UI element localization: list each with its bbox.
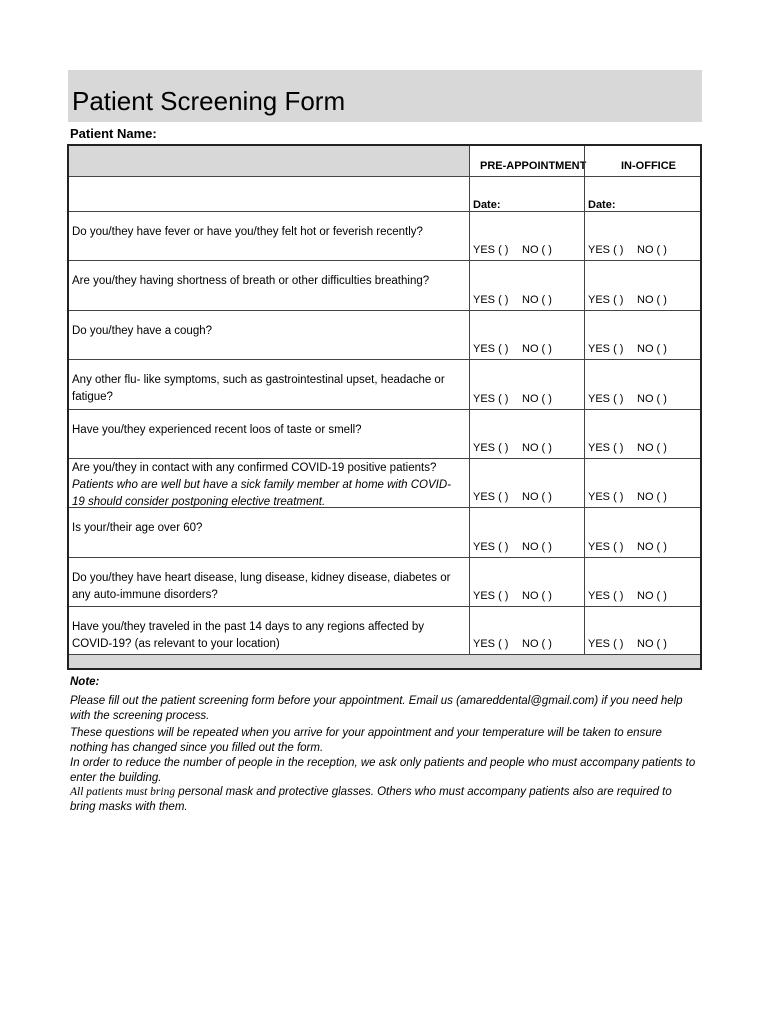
office-yes-option[interactable]: YES ( ) [588, 343, 624, 355]
office-no-option[interactable]: NO ( ) [637, 491, 667, 503]
question-main-text: Have you/they traveled in the past 14 days to any regions affected by COVID-19? (as relevant to your location) [72, 621, 425, 650]
patient-name-label: Patient Name: [70, 126, 157, 141]
office-no-option[interactable]: NO ( ) [637, 638, 667, 650]
office-answer-cell [584, 360, 701, 409]
question-text [72, 460, 462, 511]
header-pre-cell [469, 146, 585, 176]
footer-row [69, 655, 700, 668]
question-main-text: Do you/they have heart disease, lung disease, kidney disease, diabetes or any auto-immune disorders? [72, 572, 451, 601]
pre-yes-option[interactable]: YES ( ) [473, 638, 509, 650]
note-title: Note: [70, 676, 100, 688]
office-answer-cell [584, 558, 701, 606]
question-row [69, 261, 700, 311]
pre-no-option[interactable]: NO ( ) [522, 244, 552, 256]
question-text [72, 372, 462, 406]
office-yes-option[interactable]: YES ( ) [588, 393, 624, 405]
pre-answer-cell [469, 508, 585, 557]
office-no-option[interactable]: NO ( ) [637, 442, 667, 454]
note-paragraph-1: Please fill out the patient screening form before your appointment. Email us (amareddental@gmail.com) if you need help with the screening process. [70, 695, 683, 722]
office-answer-cell [584, 410, 701, 458]
question-row [69, 212, 700, 261]
pre-no-option[interactable]: NO ( ) [522, 393, 552, 405]
office-no-option[interactable]: NO ( ) [637, 393, 667, 405]
pre-answer-cell [469, 311, 585, 359]
question-cell [69, 311, 469, 359]
question-row [69, 311, 700, 360]
pre-answer-cell [469, 261, 585, 310]
question-row [69, 459, 700, 508]
question-cell [69, 508, 469, 557]
title-bar [68, 70, 702, 122]
question-main-text: Are you/they having shortness of breath or other difficulties breathing? [72, 275, 430, 287]
office-yes-option[interactable]: YES ( ) [588, 294, 624, 306]
screening-table [67, 144, 702, 670]
header-office-cell [584, 146, 701, 176]
question-text [72, 520, 462, 537]
pre-appointment-header: PRE-APPOINTMENT [480, 160, 587, 172]
note-paragraph-4 [70, 785, 700, 815]
question-text [72, 224, 462, 241]
question-row [69, 607, 700, 655]
note-paragraph-4-rest: personal mask and protective glasses. Others who must accompany patients also are required to bring masks with them. [70, 786, 672, 813]
pre-yes-option[interactable]: YES ( ) [473, 244, 509, 256]
pre-yes-option[interactable]: YES ( ) [473, 541, 509, 553]
office-no-option[interactable]: NO ( ) [637, 244, 667, 256]
office-yes-option[interactable]: YES ( ) [588, 590, 624, 602]
question-text [72, 273, 462, 290]
note-paragraph-2: These questions will be repeated when you arrive for your appointment and your temperature will be taken to ensure nothing has changed since you filled out the form. [70, 727, 662, 754]
pre-no-option[interactable]: NO ( ) [522, 541, 552, 553]
pre-answer-cell [469, 212, 585, 260]
office-yes-option[interactable]: YES ( ) [588, 442, 624, 454]
office-answer-cell [584, 459, 701, 507]
question-cell [69, 212, 469, 260]
question-main-text: Have you/they experienced recent loos of taste or smell? [72, 424, 362, 436]
question-row [69, 558, 700, 607]
pre-yes-option[interactable]: YES ( ) [473, 294, 509, 306]
form-title: Patient Screening Form [72, 86, 346, 116]
office-no-option[interactable]: NO ( ) [637, 541, 667, 553]
question-cell [69, 410, 469, 458]
date-blank-cell [69, 177, 469, 211]
pre-answer-cell [469, 459, 585, 507]
office-answer-cell [584, 212, 701, 260]
question-cell [69, 261, 469, 310]
office-yes-option[interactable]: YES ( ) [588, 244, 624, 256]
question-main-text: Do you/they have a cough? [72, 325, 213, 337]
note-paragraph-4-lead: All patients must bring [70, 786, 176, 798]
office-yes-option[interactable]: YES ( ) [588, 541, 624, 553]
question-main-text: Any other flu- like symptoms, such as gastrointestinal upset, headache or fatigue? [72, 374, 445, 403]
pre-no-option[interactable]: NO ( ) [522, 590, 552, 602]
pre-no-option[interactable]: NO ( ) [522, 491, 552, 503]
office-yes-option[interactable]: YES ( ) [588, 491, 624, 503]
pre-no-option[interactable]: NO ( ) [522, 638, 552, 650]
pre-no-option[interactable]: NO ( ) [522, 343, 552, 355]
office-no-option[interactable]: NO ( ) [637, 294, 667, 306]
header-blank-cell [69, 146, 469, 176]
question-cell [69, 607, 469, 654]
question-main-text: Are you/they in contact with any confirmed COVID-19 positive patients? [72, 462, 437, 474]
question-cell [69, 459, 469, 507]
office-date-label: Date: [588, 199, 616, 211]
header-row [69, 146, 700, 177]
pre-answer-cell [469, 410, 585, 458]
pre-yes-option[interactable]: YES ( ) [473, 343, 509, 355]
office-answer-cell [584, 311, 701, 359]
question-cell [69, 558, 469, 606]
office-no-option[interactable]: NO ( ) [637, 590, 667, 602]
date-row [69, 177, 700, 212]
note-paragraph-3: In order to reduce the number of people in the reception, we ask only patients and people who must accompany patients to enter the building. [70, 757, 696, 784]
pre-yes-option[interactable]: YES ( ) [473, 442, 509, 454]
pre-no-option[interactable]: NO ( ) [522, 294, 552, 306]
pre-yes-option[interactable]: YES ( ) [473, 491, 509, 503]
office-answer-cell [584, 508, 701, 557]
office-no-option[interactable]: NO ( ) [637, 343, 667, 355]
office-date-cell[interactable] [584, 177, 701, 211]
question-cell [69, 360, 469, 409]
question-row [69, 410, 700, 459]
pre-yes-option[interactable]: YES ( ) [473, 590, 509, 602]
question-text [72, 422, 462, 439]
office-answer-cell [584, 261, 701, 310]
pre-no-option[interactable]: NO ( ) [522, 442, 552, 454]
question-text [72, 323, 462, 340]
question-row [69, 360, 700, 410]
question-main-text: Do you/they have fever or have you/they felt hot or feverish recently? [72, 226, 423, 238]
pre-yes-option[interactable]: YES ( ) [473, 393, 509, 405]
question-text [72, 619, 462, 653]
question-subtext: Patients who are well but have a sick family member at home with COVID-19 should consider postponing elective treatment. [72, 479, 452, 508]
pre-date-cell[interactable] [469, 177, 585, 211]
question-row [69, 508, 700, 558]
office-answer-cell [584, 607, 701, 654]
pre-date-label: Date: [473, 199, 501, 211]
question-main-text: Is your/their age over 60? [72, 522, 203, 534]
pre-answer-cell [469, 360, 585, 409]
in-office-header: IN-OFFICE [621, 160, 676, 172]
office-yes-option[interactable]: YES ( ) [588, 638, 624, 650]
pre-answer-cell [469, 558, 585, 606]
question-text [72, 570, 462, 604]
pre-answer-cell [469, 607, 585, 654]
